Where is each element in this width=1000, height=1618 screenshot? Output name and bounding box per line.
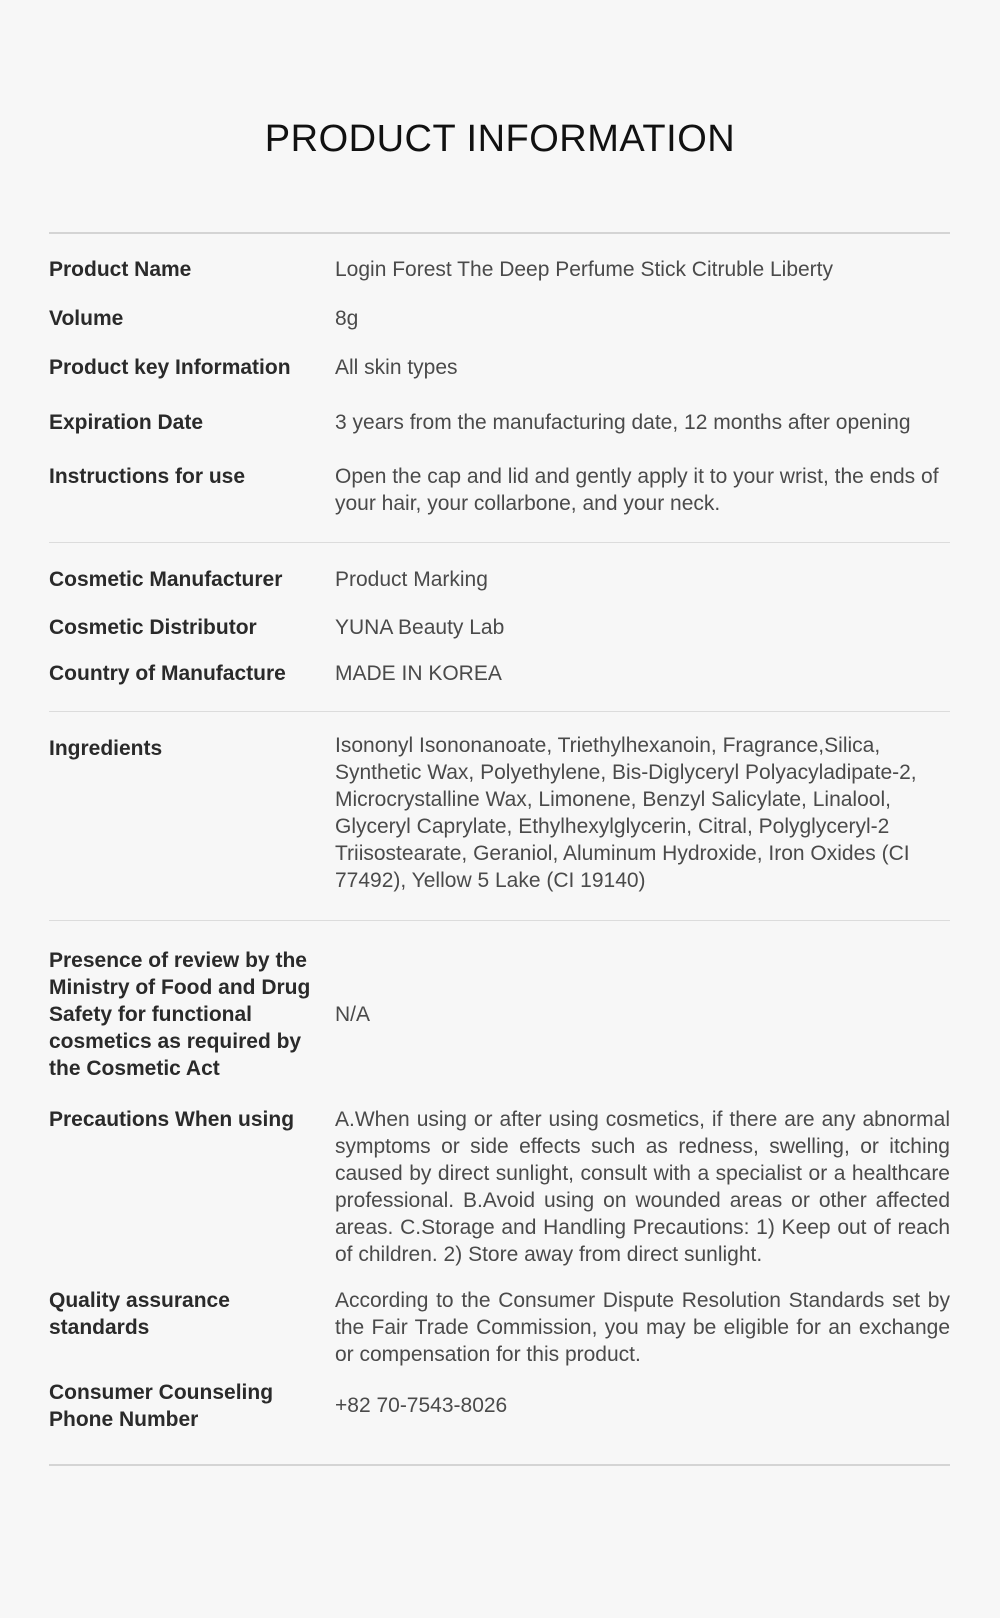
- page-title: PRODUCT INFORMATION: [264, 118, 736, 160]
- row-label-expiration-date: Expiration Date: [49, 411, 204, 434]
- section-divider: [49, 920, 950, 921]
- row-value-precautions: A.When using or after using cosmetics, if there are any abnormal symptoms or side effects such as redness, swelling, or itching caused by direct sunlight, consult with a specialist or a healthcare professional. B.Avoid using on wounded areas or other affected areas. C.Storage and Handling Precautions: 1) Keep out of reach of children. 2) Store away from direct sunlight.: [335, 1108, 950, 1266]
- row-value-quality-assurance: According to the Consumer Dispute Resolution Standards set by the Fair Trade Commission, you may be eligible for an exchange or compensation for this product.: [335, 1289, 950, 1366]
- row-value-product-key-information: All skin types: [335, 356, 458, 379]
- row-label-quality-assurance: Quality assurance standards: [49, 1289, 230, 1339]
- row-value-instructions: Open the cap and lid and gently apply it to your wrist, the ends of your hair, your collarbone, and your neck.: [335, 465, 939, 515]
- bottom-divider: [49, 1464, 950, 1466]
- row-value-mfds-review: N/A: [335, 1003, 371, 1026]
- row-label-product-name: Product Name: [49, 258, 192, 281]
- row-value-product-name: Login Forest The Deep Perfume Stick Citruble Liberty: [335, 258, 834, 281]
- row-label-country-of-manufacture: Country of Manufacture: [49, 662, 286, 685]
- row-value-cosmetic-manufacturer: Product Marking: [335, 568, 488, 591]
- row-label-product-key-information: Product key Information: [49, 356, 291, 379]
- row-label-precautions: Precautions When using: [49, 1108, 295, 1131]
- row-label-cosmetic-distributor: Cosmetic Distributor: [49, 616, 257, 639]
- row-value-volume: 8g: [335, 307, 359, 330]
- row-value-consumer-counseling-phone: +82 70-7543-8026: [335, 1394, 508, 1417]
- row-label-instructions: Instructions for use: [49, 465, 246, 488]
- row-value-expiration-date: 3 years from the manufacturing date, 12 months after opening: [335, 411, 911, 434]
- section-divider: [49, 542, 950, 543]
- row-label-volume: Volume: [49, 307, 124, 330]
- row-label-ingredients: Ingredients: [49, 737, 163, 760]
- row-label-consumer-counseling-phone: Consumer Counseling Phone Number: [49, 1381, 274, 1431]
- section-divider: [49, 711, 950, 712]
- row-value-cosmetic-distributor: YUNA Beauty Lab: [335, 616, 505, 639]
- row-label-mfds-review: Presence of review by the Ministry of Food and Drug Safety for functional cosmetics as required by the Cosmetic Act: [49, 949, 311, 1080]
- top-divider: [49, 232, 950, 234]
- row-value-country-of-manufacture: MADE IN KOREA: [335, 662, 502, 685]
- row-value-ingredients: Isononyl Isononanoate, Triethylhexanoin, Fragrance,Silica, Synthetic Wax, Polyethylene, Bis-Diglyceryl Polyacyladipate-2, Microcrystalline Wax, Limonene, Benzyl Salicylate, Linalool, Glyceryl Caprylate, Ethylhexylglycerin, Citral, Polyglyceryl-2 Triisostearate, Geraniol, Aluminum Hydroxide, Iron Oxides (CI 77492), Yellow 5 Lake (CI 19140): [335, 734, 917, 892]
- row-label-cosmetic-manufacturer: Cosmetic Manufacturer: [49, 568, 283, 591]
